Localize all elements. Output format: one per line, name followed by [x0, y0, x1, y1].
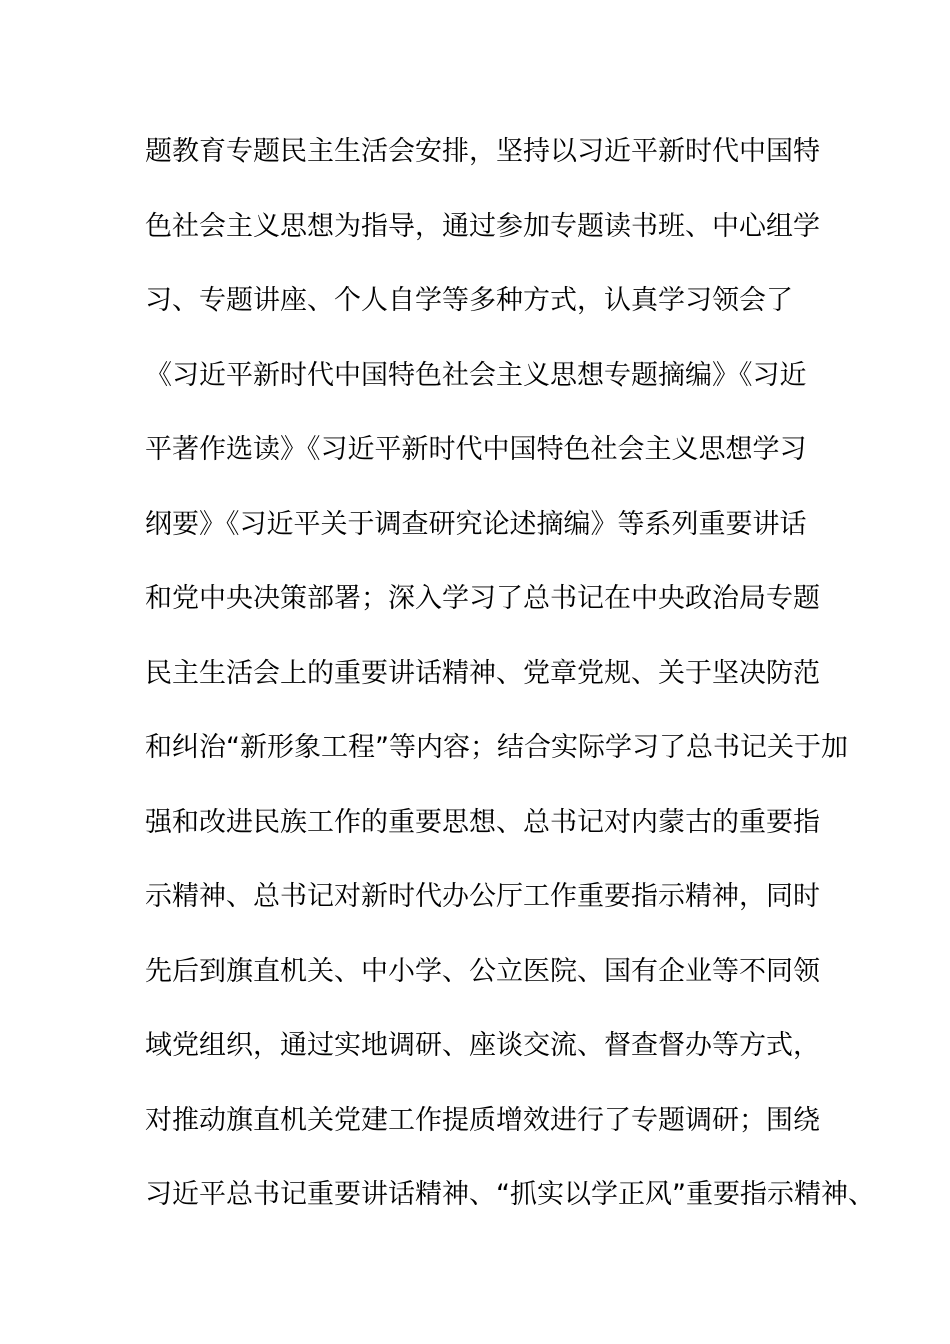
paragraph-line-1: 题教育专题民主生活会安排，坚持以习近平新时代中国特: [145, 136, 820, 167]
paragraph-line-3: 习、专题讲座、个人自学等多种方式，认真学习领会了: [145, 285, 793, 316]
paragraph-line-10: 强和改进民族工作的重要思想、总书记对内蒙古的重要指: [145, 806, 820, 838]
paragraph-line-5: 平著作选读》《习近平新时代中国特色社会主义思想学习: [145, 434, 807, 465]
paragraph-line-15: 习近平总书记重要讲话精神、“抓实以学正风”重要指示精神、: [145, 1179, 875, 1210]
paragraph-line-13: 域党组织，通过实地调研、座谈交流、督查督办等方式，: [145, 1030, 820, 1061]
paragraph-line-9: 和纠治“新形象工程”等内容；结合实际学习了总书记关于加: [145, 732, 848, 763]
paragraph-line-12: 先后到旗直机关、中小学、公立医院、国有企业等不同领: [145, 955, 820, 987]
paragraph-line-11: 示精神、总书记对新时代办公厅工作重要指示精神，同时: [145, 881, 820, 912]
paragraph-line-4: 《习近平新时代中国特色社会主义思想专题摘编》《习近: [145, 359, 807, 391]
paragraph-line-6: 纲要》《习近平关于调查研究论述摘编》等系列重要讲话: [145, 508, 807, 540]
body-paragraph: [145, 124, 875, 1242]
paragraph-line-14: 对推动旗直机关党建工作提质增效进行了专题调研；围绕: [145, 1104, 820, 1136]
paragraph-line-8: 民主生活会上的重要讲话精神、党章党规、关于坚决防范: [145, 657, 820, 689]
paragraph-line-7: 和党中央决策部署；深入学习了总书记在中央政治局专题: [145, 583, 820, 614]
paragraph-line-2: 色社会主义思想为指导，通过参加专题读书班、中心组学: [145, 210, 820, 242]
